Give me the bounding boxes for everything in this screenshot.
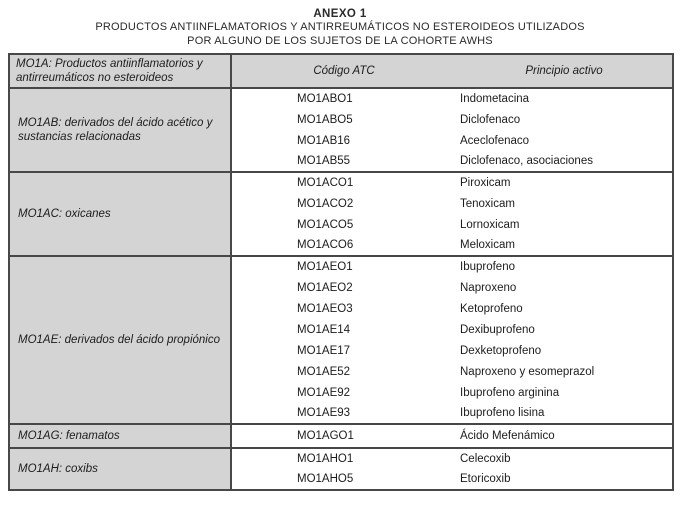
active-principle-cell: Diclofenaco, asociaciones <box>460 155 593 167</box>
active-principle-cell: Piroxicam <box>460 177 511 189</box>
atc-code-cell: MO1ACO6 <box>297 239 354 251</box>
active-principle-cell: Ácido Mefenámico <box>460 430 555 442</box>
header-group-label: MO1A: Productos antiinflamatorios y antirreumáticos no esteroideos <box>9 54 231 88</box>
atc-code-cell: MO1ABO5 <box>297 113 353 126</box>
group-mo1ab <box>9 88 673 172</box>
group-mo1ag <box>9 424 673 448</box>
active-principle-cell: Celecoxib <box>460 453 511 465</box>
active-principle-cell: Diclofenaco <box>460 113 521 126</box>
header-col-atc-code: Código ATC <box>231 54 456 88</box>
table-header <box>9 54 673 88</box>
atc-code-cell: MO1ACO2 <box>297 197 354 210</box>
atc-code-cell: MO1ACO1 <box>297 177 354 189</box>
atc-code-cell: MO1AE52 <box>297 365 351 378</box>
title-block <box>8 7 672 48</box>
title-subtitle-line2: POR ALGUNO DE LOS SUJETOS DE LA COHORTE AWHS <box>187 34 493 47</box>
group-mo1ae <box>9 256 673 424</box>
atc-code-cell: MO1AGO1 <box>297 430 354 442</box>
active-principle-cell: Ibuprofeno arginina <box>460 386 560 399</box>
group-label-mo1ag: MO1AG: fenamatos <box>9 424 231 448</box>
atc-code-cell: MO1AHO5 <box>297 473 354 485</box>
active-principle-cell: Ibuprofeno <box>460 261 515 273</box>
active-principle-cell: Dexketoprofeno <box>460 344 542 357</box>
group-mo1ac <box>9 172 673 256</box>
title-subtitle-line1: PRODUCTOS ANTIINFLAMATORIOS Y ANTIRREUMÁTICOS NO ESTEROIDEOS UTILIZADOS <box>95 21 585 33</box>
table-row <box>9 256 673 277</box>
annex-table <box>8 53 674 491</box>
group-mo1ah <box>9 448 673 490</box>
table-row <box>9 448 673 469</box>
table-row <box>9 88 673 109</box>
table-row <box>9 424 673 448</box>
atc-code-cell: MO1AHO1 <box>297 453 354 465</box>
active-principle-cell: Dexibuprofeno <box>460 323 535 336</box>
group-label-mo1ae: MO1AE: derivados del ácido propiónico <box>9 256 231 424</box>
atc-code-cell: MO1AE14 <box>297 323 351 336</box>
active-principle-cell: Etoricoxib <box>460 473 511 485</box>
atc-code-cell: MO1AB16 <box>297 134 351 147</box>
active-principle-cell: Ibuprofeno lisina <box>460 407 545 419</box>
atc-code-cell: MO1AEO3 <box>297 302 353 315</box>
group-label-mo1ah: MO1AH: coxibs <box>9 448 231 490</box>
active-principle-cell: Aceclofenaco <box>460 134 530 147</box>
atc-code-cell: MO1ACO5 <box>297 218 354 231</box>
active-principle-cell: Ketoprofeno <box>460 302 523 315</box>
active-principle-cell: Naproxeno y esomeprazol <box>460 365 595 378</box>
atc-code-cell: MO1AEO2 <box>297 281 353 294</box>
atc-code-cell: MO1AE93 <box>297 407 351 419</box>
active-principle-cell: Tenoxicam <box>460 197 515 210</box>
atc-code-cell: MO1AB55 <box>297 155 351 167</box>
atc-code-cell: MO1AEO1 <box>297 261 353 273</box>
header-col-active-principle: Principio activo <box>456 54 673 88</box>
atc-code-cell: MO1AE17 <box>297 344 351 357</box>
atc-code-cell: MO1AE92 <box>297 386 351 399</box>
active-principle-cell: Naproxeno <box>460 281 517 294</box>
active-principle-cell: Lornoxicam <box>460 218 520 231</box>
table-row <box>9 172 673 193</box>
atc-code-cell: MO1ABO1 <box>297 93 353 105</box>
group-label-mo1ac: MO1AC: oxicanes <box>9 172 231 256</box>
annex-title: ANEXO 1 <box>313 8 367 20</box>
group-label-mo1ab: MO1AB: derivados del ácido acético y sustancias relacionadas <box>9 88 231 172</box>
active-principle-cell: Meloxicam <box>460 239 515 251</box>
header-row <box>9 54 673 88</box>
active-principle-cell: Indometacina <box>460 93 530 105</box>
